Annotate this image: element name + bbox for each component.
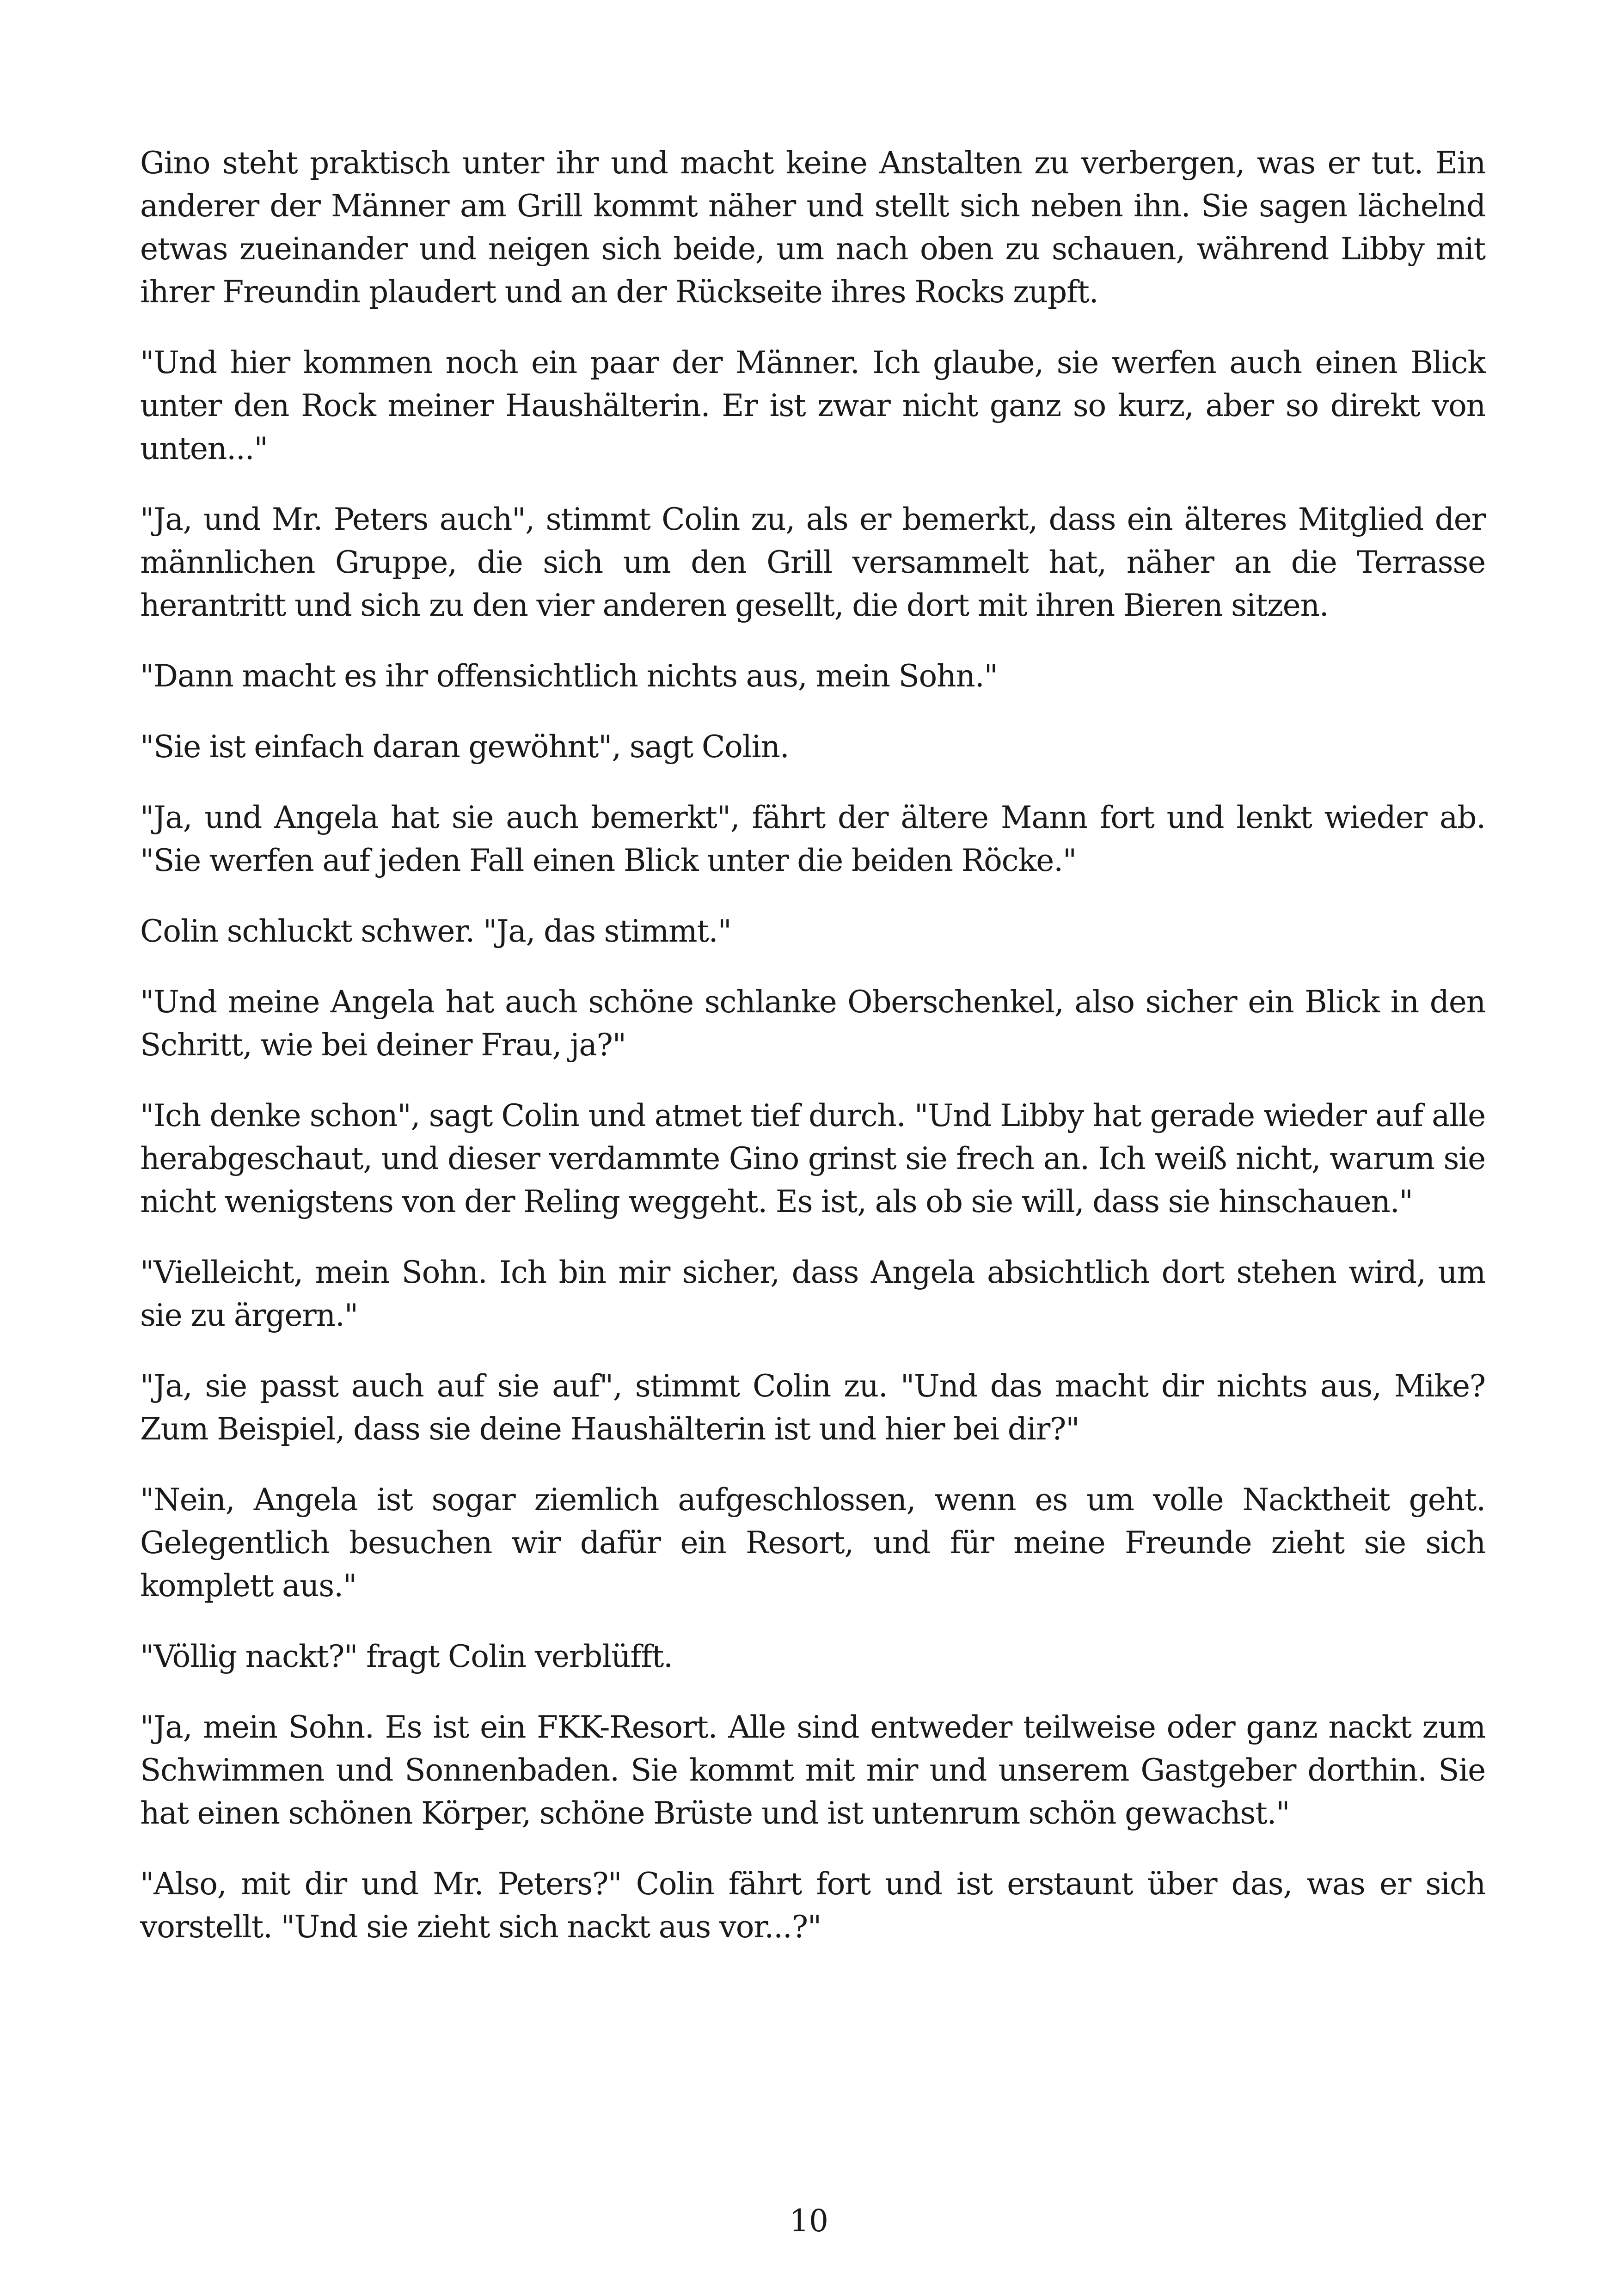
paragraph-8: "Und meine Angela hat auch schöne schlanke Oberschenkel, also sicher ein Blick in den Schritt, wie bei deiner Frau, ja?" [140, 984, 1485, 1063]
body-text [140, 141, 1485, 1976]
paragraph-15: "Also, mit dir und Mr. Peters?" Colin fährt fort und ist erstaunt über das, was er sich vorstellt. "Und sie zieht sich nackt aus vor...?" [140, 1866, 1485, 1945]
paragraph-11: "Ja, sie passt auch auf sie auf", stimmt Colin zu. "Und das macht dir nichts aus, Mike? Zum Beispiel, dass sie deine Haushälterin ist und hier bei dir?" [140, 1368, 1485, 1447]
paragraph-6: "Ja, und Angela hat sie auch bemerkt", fährt der ältere Mann fort und lenkt wieder ab. "Sie werfen auf jeden Fall einen Blick unter die beiden Röcke." [140, 800, 1485, 878]
paragraph-7: Colin schluckt schwer. "Ja, das stimmt." [140, 913, 731, 949]
paragraph-4: "Dann macht es ihr offensichtlich nichts aus, mein Sohn." [140, 658, 998, 694]
paragraph-2: "Und hier kommen noch ein paar der Männer. Ich glaube, sie werfen auch einen Blick unter den Rock meiner Haushälterin. Er ist zwar nicht ganz so kurz, aber so direkt von unten..." [140, 345, 1485, 466]
paragraph-3: "Ja, und Mr. Peters auch", stimmt Colin zu, als er bemerkt, dass ein älteres Mitglied der männlichen Gruppe, die sich um den Grill versammelt hat, näher an die Terrasse herantritt und sich zu den vier anderen gesellt, die dort mit ihren Bieren sitzen. [140, 502, 1485, 623]
paragraph-9: "Ich denke schon", sagt Colin und atmet tief durch. "Und Libby hat gerade wieder auf alle herabgeschaut, und dieser verdammte Gino grinst sie frech an. Ich weiß nicht, warum sie nicht wenigstens von der Reling weggeht. Es ist, als ob sie will, dass sie hinschauen." [140, 1098, 1485, 1219]
paragraph-10: "Vielleicht, mein Sohn. Ich bin mir sicher, dass Angela absichtlich dort stehen wird, um sie zu ärgern." [140, 1255, 1485, 1333]
paragraph-1: Gino steht praktisch unter ihr und macht keine Anstalten zu verbergen, was er tut. Ein anderer der Männer am Grill kommt näher und stellt sich neben ihn. Sie sagen lächelnd etwas zueinander und neigen sich beide, um nach oben zu schauen, während Libby mit ihrer Freundin plaudert und an der Rückseite ihres Rocks zupft. [140, 145, 1485, 310]
paragraph-13: "Völlig nackt?" fragt Colin verblüfft. [140, 1639, 673, 1674]
page-number: 10 [790, 2203, 828, 2239]
paragraph-14: "Ja, mein Sohn. Es ist ein FKK-Resort. Alle sind entweder teilweise oder ganz nackt zum Schwimmen und Sonnenbaden. Sie kommt mit mir und unserem Gastgeber dorthin. Sie hat einen schönen Körper, schöne Brüste und ist untenrum schön gewachst." [140, 1709, 1485, 1831]
paragraph-5: "Sie ist einfach daran gewöhnt", sagt Colin. [140, 729, 789, 765]
paragraph-12: "Nein, Angela ist sogar ziemlich aufgeschlossen, wenn es um volle Nacktheit geht. Gelegentlich besuchen wir dafür ein Resort, und für meine Freunde zieht sie sich komplett aus." [140, 1482, 1485, 1604]
